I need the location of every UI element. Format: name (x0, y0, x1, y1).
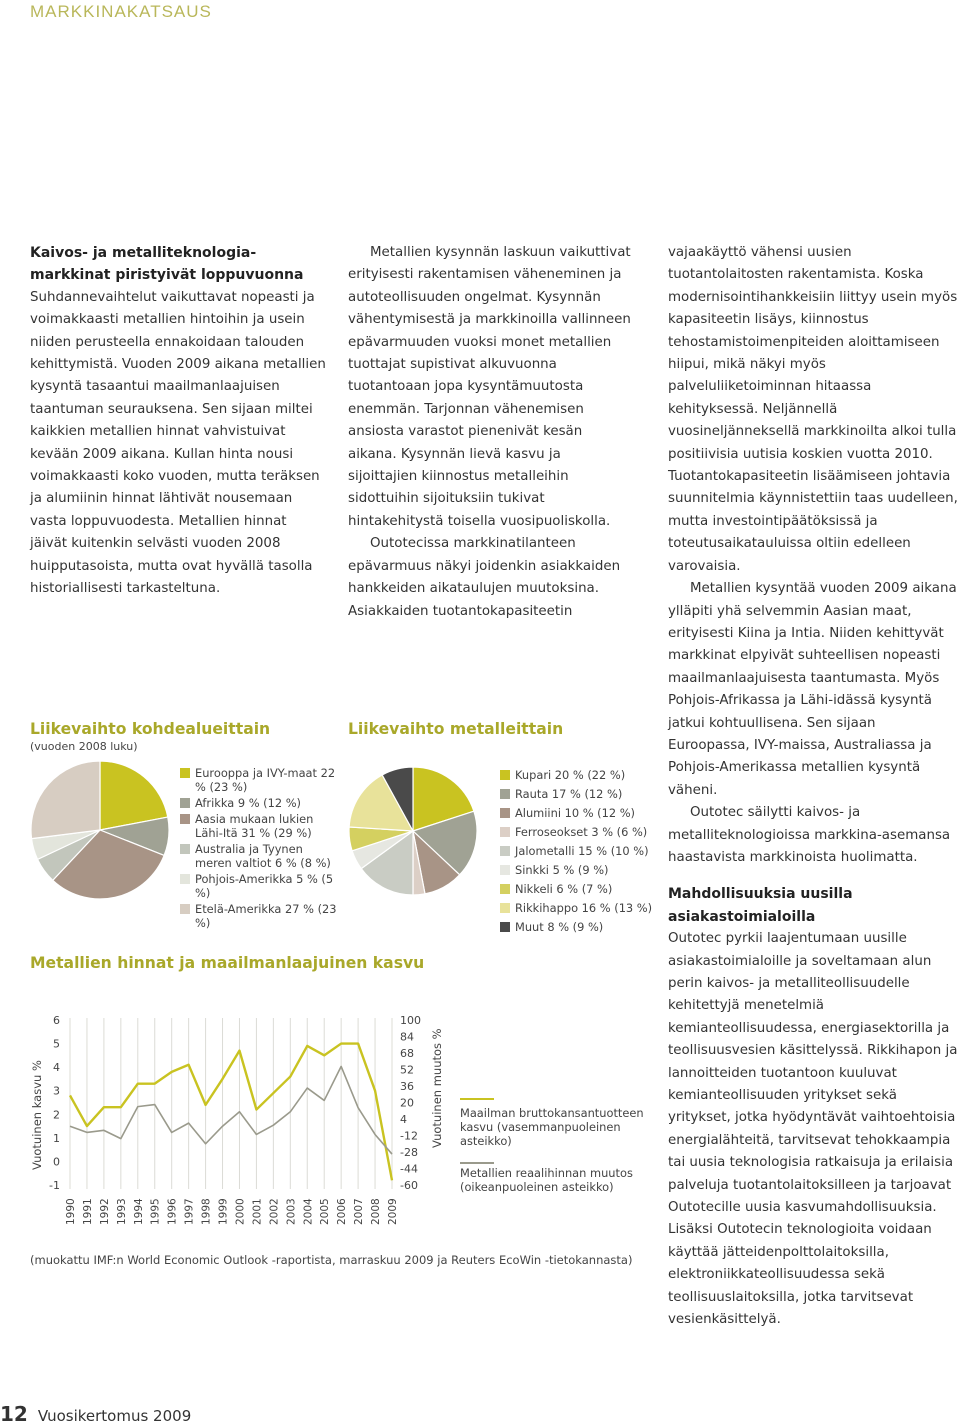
x-tick-label: 1998 (200, 1198, 213, 1225)
pie1-legend-item (180, 872, 340, 900)
x-tick-label: 2002 (268, 1198, 281, 1225)
right-tick-label: 52 (400, 1063, 414, 1077)
x-tick-label: 1991 (81, 1198, 94, 1225)
text-column-2 (348, 242, 632, 623)
pie1-legend-label: Aasia mukaan lukien Lähi-Itä 31 % (29 %) (195, 812, 314, 840)
x-tick-label: 2000 (234, 1198, 247, 1225)
x-tick-label: 1997 (183, 1198, 196, 1225)
column-2-paragraph-2: Outotecissa markkinatilanteen epävarmuus näkyi joidenkin asiakkaiden hankkeiden aikataulujen muutoksina. Asiakkaiden tuotantokapasiteetin (348, 536, 621, 619)
pie1-legend-label: Australia ja Tyynen meren valtiot 6 % (8 %) (195, 842, 331, 870)
left-tick-label: 1 (53, 1131, 60, 1145)
legend-price-label: Metallien reaalihinnan muutos (oikeanpuoleinen asteikko) (460, 1166, 633, 1194)
pie1-legend-swatch (180, 874, 190, 884)
column-3-paragraph-3: Outotec säilytti kaivos- ja metalliteknologioissa markkina-asemansa haastavista markkinoista huolimatta. (668, 805, 951, 865)
column-3-paragraph-1: vajaakäyttö vähensi uusien tuotantolaitosten rakentamista. Koska modernisointihankkeisiin liittyy usein myös kapasiteetin lisäys, kiinnostus tehostamistoimenpiteiden aloittamiseen hiipui, mikä näkyi myös palveluliiketoiminnan hitaassa kehityksessä. Neljännellä vuosineljänneksellä markkinoilta alkoi tulla positiivisia uutisia koskien vuotta 2010. Tuotantokapasiteetin lisäämiseen johtavia suunnitelmia käynnistettiin taas uudelleen, mutta investointipäätöksissä ja toteutusaikatauluissa oltiin edelleen varovaisia. (668, 245, 958, 574)
pie1-title: Liikevaihto kohdealueittain (30, 720, 271, 738)
pie1-legend-item (180, 842, 340, 870)
pie2-legend-label: Alumiini 10 % (12 %) (515, 806, 635, 820)
pie1-legend-swatch (180, 844, 190, 854)
pie2-legend-swatch (500, 884, 510, 894)
line-chart (40, 1010, 480, 1240)
x-tick-label: 2005 (319, 1198, 332, 1225)
right-tick-label: -28 (400, 1146, 418, 1159)
left-tick-label: 4 (53, 1061, 60, 1075)
line-chart-source: (muokattu IMF:n World Economic Outlook -raportista, marraskuu 2009 ja Reuters EcoWin -tietokannasta) (30, 1253, 633, 1267)
right-tick-label: 4 (400, 1113, 407, 1126)
left-tick-label: 0 (53, 1155, 60, 1169)
line-chart-title: Metallien hinnat ja maailmanlaajuinen kasvu (30, 954, 425, 972)
pie2-legend-swatch (500, 922, 510, 932)
column-1-heading: Kaivos- ja metalliteknologiamarkkinat piristyivät loppuvuonna (30, 245, 304, 284)
pie2-legend-swatch (500, 789, 510, 799)
pie1-legend (180, 766, 340, 932)
pie2-legend-label: Rauta 17 % (12 %) (515, 787, 623, 801)
pie1-legend-swatch (180, 798, 190, 808)
metal-price-line (70, 1066, 392, 1154)
pie2-legend-item (500, 920, 660, 934)
column-3-heading: Mahdollisuuksia uusilla asiakastoimialoilla (668, 886, 853, 925)
pie2-legend-swatch (500, 846, 510, 856)
x-tick-label: 2007 (353, 1198, 366, 1225)
right-tick-label: -44 (400, 1162, 418, 1176)
pie2-legend-item (500, 787, 660, 801)
x-tick-label: 1996 (166, 1198, 179, 1225)
x-tick-label: 2008 (370, 1198, 383, 1225)
right-tick-label: 20 (400, 1096, 414, 1110)
pie1-subtitle: (vuoden 2008 luku) (30, 740, 138, 753)
x-tick-label: 2009 (387, 1198, 399, 1225)
pie2-title: Liikevaihto metalleittain (348, 720, 564, 738)
line-chart-legend (460, 1098, 650, 1194)
pie1-legend-label: Afrikka 9 % (12 %) (195, 796, 301, 810)
pie1-legend-item (180, 796, 340, 810)
pie2-legend-item (500, 768, 660, 782)
page-number: 12 (0, 1402, 28, 1426)
pie1-legend-item (180, 812, 340, 840)
pie1-legend-swatch (180, 904, 190, 914)
right-tick-label: -12 (400, 1129, 418, 1143)
column-1-paragraph: Suhdannevaihtelut vaikuttavat nopeasti ja voimakkaasti metallien hintoihin ja usein niiden perusteella ennakoidaan talouden kehittymistä. Vuoden 2009 aikana metallien kysyntä tasaantui maailmanlaajuisen taantuman seurauksena. Sen sijaan miltei kaikkien metallien hinnat vahvistuivat kevään 2009 aikana. Kullan hinta nousi voimakkaasti koko vuoden, mutta teräksen ja alumiinin hinnat lähtivät nousemaan vasta loppuvuodesta. Metallien hinnat jäivät kuitenkin selvästi vuoden 2008 huipputasoista, mutta ovat hyvällä tasolla historiallisesti tarkasteltuna. (30, 289, 326, 597)
pie1-legend-swatch (180, 768, 190, 778)
legend-gdp-label: Maailman bruttokansantuotteen kasvu (vasemmanpuoleinen asteikko) (460, 1106, 644, 1148)
pie2-legend-label: Sinkki 5 % (9 %) (515, 863, 609, 877)
section-label: MARKKINAKATSAUS (30, 2, 212, 21)
gdp-growth-line (70, 1044, 392, 1181)
pie2-legend-label: Jalometalli 15 % (10 %) (515, 844, 649, 858)
x-tick-label: 1994 (132, 1198, 145, 1225)
x-tick-label: 2001 (251, 1198, 264, 1225)
right-tick-label: 84 (400, 1030, 414, 1044)
legend-price-swatch (460, 1162, 494, 1164)
pie2-legend-label: Rikkihappo 16 % (13 %) (515, 901, 653, 915)
text-column-1 (30, 242, 326, 601)
pie-chart-regions (30, 760, 170, 900)
right-tick-label: 100 (400, 1014, 421, 1027)
pie1-slice-etelä-amerikka (31, 761, 100, 839)
pie2-legend (500, 768, 660, 939)
x-tick-label: 2003 (285, 1198, 298, 1225)
x-tick-label: 2006 (336, 1198, 349, 1225)
pie1-legend-label: Eurooppa ja IVY-maat 22 % (23 %) (195, 766, 336, 794)
pie1-legend-label: Etelä-Amerikka 27 % (23 %) (195, 902, 337, 930)
pie2-legend-label: Nikkeli 6 % (7 %) (515, 882, 613, 896)
right-tick-label: 36 (400, 1080, 414, 1093)
column-2-paragraph-1: Metallien kysynnän laskuun vaikuttivat erityisesti rakentamisen väheneminen ja autoteollisuuden ongelmat. Kysynnän vähentymisestä ja markkinoilla vallinneen epävarmuuden vuoksi monet metallien tuottajat supistivat alkuvuonna tuotantoaan jopa kysyntämuutosta enemmän. Tarjonnan vähenemisen ansiosta varastot pienenivät kesän aikana. Kysynnän lievä kasvu ja sijoittajien kiinnostus metalleihin sidottuihin sijoituksiin tukivat hintakehitystä toisella vuosipuoliskolla. (348, 245, 631, 529)
x-tick-label: 1993 (115, 1198, 128, 1225)
pie2-legend-swatch (500, 903, 510, 913)
x-tick-label: 1992 (98, 1198, 111, 1225)
pie1-legend-item (180, 902, 340, 930)
pie2-legend-item (500, 825, 660, 839)
pie2-legend-label: Muut 8 % (9 %) (515, 920, 604, 934)
pie2-legend-item (500, 844, 660, 858)
pie2-legend-item (500, 901, 660, 915)
pie2-legend-item (500, 806, 660, 820)
pie2-legend-label: Kupari 20 % (22 %) (515, 768, 626, 782)
right-tick-label: -60 (400, 1179, 418, 1192)
pie2-legend-item (500, 863, 660, 877)
column-3-paragraph-4: Outotec pyrkii laajentumaan uusille asiakastoimialoille ja soveltamaan alun perin kaivos- ja metalliteollisuudelle kehitettyjä menetelmiä kemianteollisuudessa, energiasektorilla ja teollisuusvesien käsittelyssä. Rikkihapon ja lannoitteiden tuotantoon kuuluvat kemianteollisuuden yritykset sekä yritykset, jotka hyödyntävät vaihtoehtoisia energialähteitä, tarvitsevat tehokkaampia tai uusia teknologisia ratkaisuja ja erilaisia palveluja tuotantolaitoksilleen ja tarjoavat Outotecille uusia kasvumahdollisuuksia. Lisäksi Outotecin teknologioita voidaan käyttää jätteidenpolttolaitoksilla, elektroniikkateollisuudessa sekä teollisuuslaitoksilla, jotka tarvitsevat vesienkäsittelyä. (668, 931, 958, 1328)
pie2-legend-item (500, 882, 660, 896)
left-tick-label: 6 (53, 1014, 60, 1027)
pie1-legend-swatch (180, 814, 190, 824)
x-tick-label: 1995 (149, 1198, 162, 1225)
pie2-legend-swatch (500, 865, 510, 875)
pie1-legend-label: Pohjois-Amerikka 5 % (5 %) (195, 872, 334, 900)
left-tick-label: 2 (53, 1108, 60, 1122)
pie2-legend-swatch (500, 770, 510, 780)
publication-title: Vuosikertomus 2009 (37, 1407, 192, 1425)
x-tick-label: 2004 (302, 1198, 315, 1225)
pie2-legend-label: Ferroseokset 3 % (6 %) (515, 825, 648, 839)
page-footer (0, 1402, 191, 1426)
pie1-legend-item (180, 766, 340, 794)
right-tick-label: 68 (400, 1047, 414, 1060)
pie2-legend-swatch (500, 827, 510, 837)
line-chart-right-axis-label: Vuotuinen muutos % (430, 1028, 444, 1148)
x-tick-label: 1999 (217, 1198, 230, 1225)
left-tick-label: 5 (53, 1037, 60, 1051)
line-chart-left-axis-label: Vuotuinen kasvu % (30, 1060, 44, 1170)
column-3-paragraph-2: Metallien kysyntää vuoden 2009 aikana ylläpiti yhä selvemmin Aasian maat, erityisesti Kiina ja Intia. Niiden kehittyvät markkinat elpyivät suhteellisen nopeasti maailmanlaajuisesta taantumasta. Myös Pohjois-Afrikassa ja Lähi-idässä kysyntä jatkui kohtuullisena. Sen sijaan Euroopassa, IVY-maissa, Australiassa ja Pohjois-Amerikassa metallien kysyntä väheni. (668, 581, 957, 798)
pie2-legend-swatch (500, 808, 510, 818)
pie-chart-metals (348, 766, 478, 896)
x-tick-label: 1990 (65, 1198, 77, 1225)
legend-gdp-swatch (460, 1098, 494, 1100)
left-tick-label: 3 (53, 1084, 60, 1098)
left-tick-label: -1 (49, 1179, 60, 1192)
text-column-3 (668, 242, 960, 1332)
